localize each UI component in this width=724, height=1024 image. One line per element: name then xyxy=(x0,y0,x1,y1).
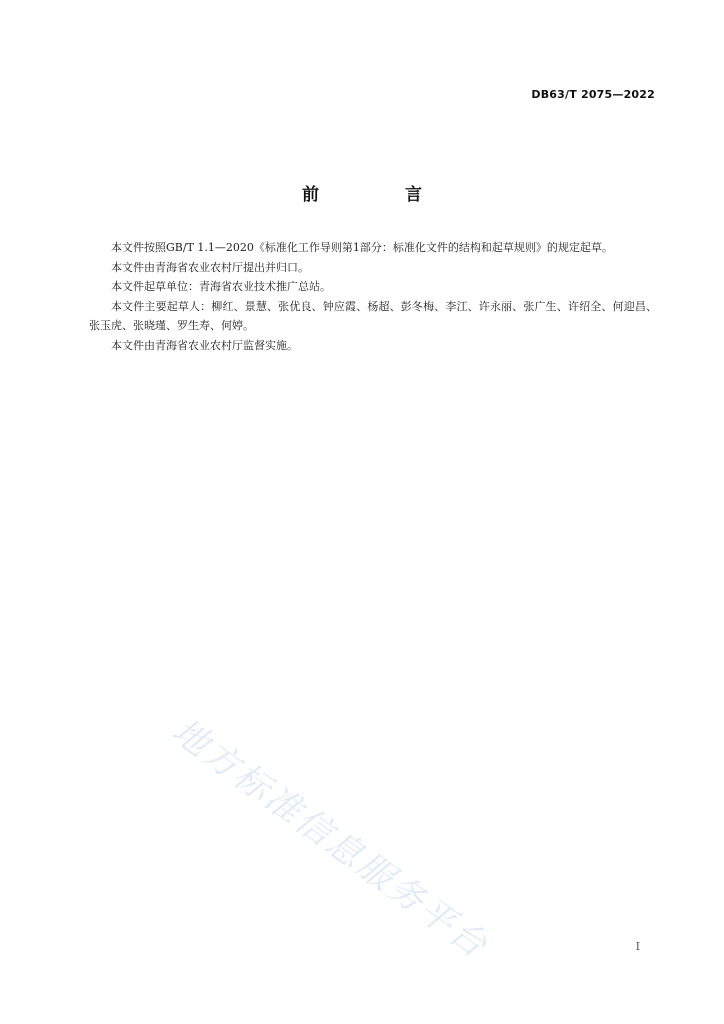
foreword-body xyxy=(89,238,657,355)
page-number: I xyxy=(635,940,640,953)
paragraph-proposer: 本文件由青海省农业农村厅提出并归口。 xyxy=(111,260,309,274)
standard-code: DB63/T 2075—2022 xyxy=(531,88,655,101)
paragraph-drafting-basis: 本文件按照GB/T 1.1—2020《标准化工作导则第1部分：标准化文件的结构和起草规则》的规定起草。 xyxy=(111,241,613,254)
paragraph-drafting-unit: 本文件起草单位：青海省农业技术推广总站。 xyxy=(111,280,331,293)
watermark: 地方标准信息服务平台 xyxy=(164,711,496,967)
page-title: 前 言 xyxy=(302,185,462,205)
paragraph-supervisor: 本文件由青海省农业农村厅监督实施。 xyxy=(111,338,298,352)
paragraph-drafters: 本文件主要起草人：柳红、景慧、张优良、钟应霞、杨超、彭冬梅、李江、许永丽、张广生、许绍全、何迎昌、张玉虎、张晓瑾、罗生寿、何婷。 xyxy=(89,299,657,332)
